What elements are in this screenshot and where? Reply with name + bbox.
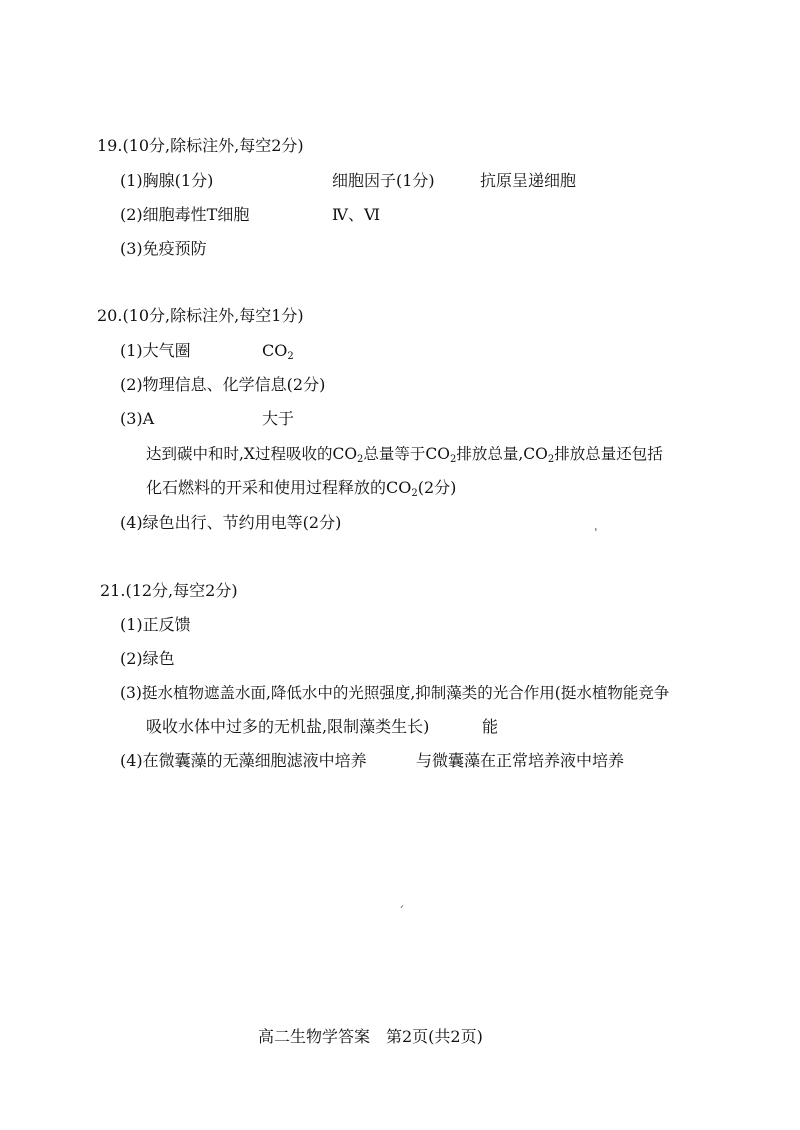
q19-answer-1b: 细胞因子(1分) xyxy=(332,171,435,190)
q20-answer-3: (3)A xyxy=(120,409,155,428)
q19-heading: 19.(10分,除标注外,每空2分) xyxy=(97,136,304,155)
q20-heading: 20.(10分,除标注外,每空1分) xyxy=(97,306,304,325)
q19-answer-1c: 抗原呈递细胞 xyxy=(480,171,577,190)
q20-explanation-line-1: 达到碳中和时,X过程吸收的$CO_2$总量等于$CO_2$排放总量$,CO_2$排放总量还包括 xyxy=(146,445,663,465)
q19-answer-2b: Ⅳ、Ⅵ xyxy=(332,205,381,224)
scan-speck: ˈ xyxy=(594,527,598,542)
q20-answer-3b: 大于 xyxy=(262,409,295,428)
q20-answer-1: (1)大气圈 xyxy=(120,341,191,360)
q21-heading: 21.(12分,每空2分) xyxy=(100,581,238,600)
page-footer: 高二生物学答案 第2页(共2页) xyxy=(258,1027,483,1046)
q21-answer-1: (1)正反馈 xyxy=(120,615,191,634)
q19-answer-1: (1)胸腺(1分) xyxy=(120,171,214,190)
q20-answer-1b: $CO_2$ xyxy=(262,341,294,362)
q19-answer-3: (3)免疫预防 xyxy=(120,239,207,258)
q21-answer-2: (2)绿色 xyxy=(120,649,175,668)
q20-explanation-line-2: 化石燃料的开采和使用过程释放的$CO_2(2$分) xyxy=(146,478,457,499)
q20-answer-4: (4)绿色出行、节约用电等(2分) xyxy=(120,513,342,532)
q21-answer-4b: 与微囊藻在正常培养液中培养 xyxy=(416,751,625,770)
scan-speck: ˊ xyxy=(398,905,405,920)
q21-answer-3-line-2: 吸收水体中过多的无机盐,限制藻类生长) xyxy=(146,717,430,736)
q21-answer-4: (4)在微囊藻的无藻细胞滤液中培养 xyxy=(120,751,367,770)
q21-answer-3b: 能 xyxy=(482,717,499,736)
q21-answer-3-line-1: (3)挺水植物遮盖水面,降低水中的光照强度,抑制藻类的光合作用(挺水植物能竞争 xyxy=(120,684,670,702)
q19-answer-2: (2)细胞毒性T细胞 xyxy=(120,205,250,224)
q20-answer-2: (2)物理信息、化学信息(2分) xyxy=(120,375,326,394)
